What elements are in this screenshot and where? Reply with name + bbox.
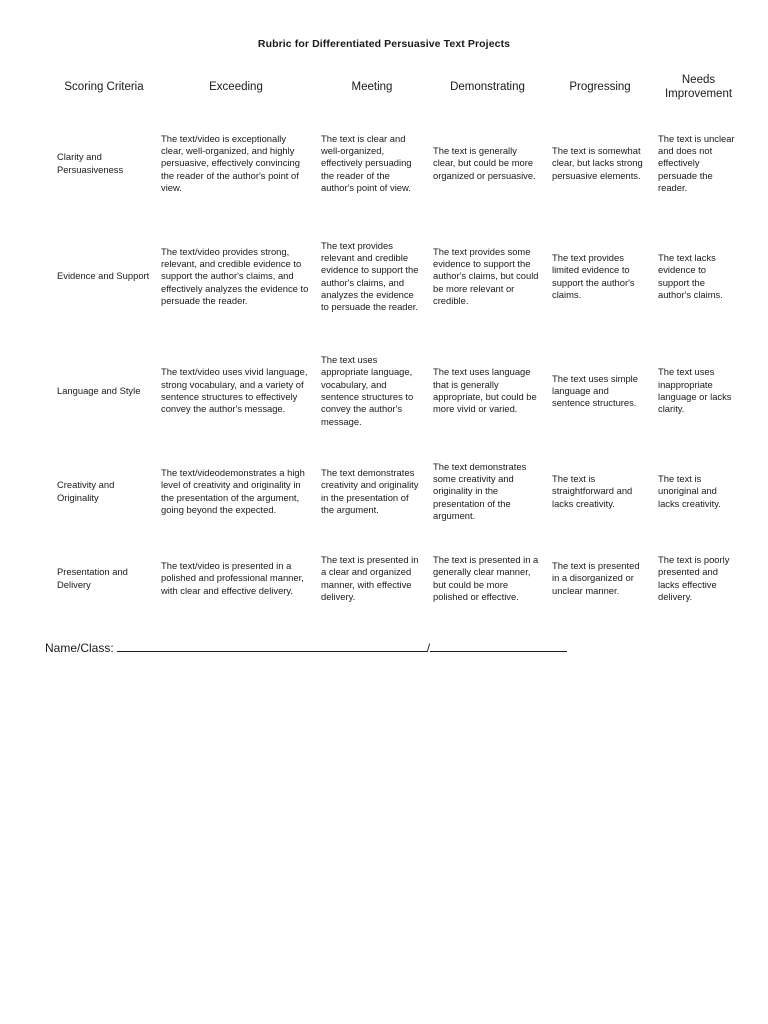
progressing-cell: The text is presented in a disorganized or unclear manner. — [552, 560, 640, 596]
needs-improvement-cell: The text is unoriginal and lacks creativity. — [658, 473, 721, 509]
name-class-line — [45, 640, 567, 655]
criteria-cell: Clarity and Persuasiveness — [57, 151, 124, 175]
name-class-separator: / — [426, 641, 431, 655]
exceeding-cell: The text/videodemonstrates a high level of creativity and originality in the presentation of the argument, going beyond the expected. — [161, 466, 305, 515]
header-row — [52, 66, 744, 108]
meeting-cell: The text provides relevant and credible evidence to support the author's claims, and analyzes the evidence to persuade the reader. — [321, 239, 419, 313]
meeting-cell: The text uses appropriate language, vocabulary, and sentence structures to convey the author's message. — [321, 354, 414, 427]
demonstrating-cell: The text provides some evidence to support the author's claims, but could be more relevant or credible. — [433, 245, 539, 306]
progressing-cell: The text uses simple language and sentence structures. — [552, 372, 638, 409]
meeting-cell: The text demonstrates creativity and originality in the presentation of the argument. — [321, 466, 419, 515]
needs-improvement-cell: The text is unclear and does not effectively persuade the reader. — [658, 132, 735, 193]
table-row — [52, 108, 744, 219]
exceeding-cell: The text/video is exceptionally clear, well-organized, and highly persuasive, effectively convincing the reader of the author's point of view. — [161, 132, 300, 193]
table-row — [52, 219, 744, 334]
meeting-cell: The text is presented in a clear and organized manner, with effective delivery. — [321, 553, 419, 602]
header-demonstrating: Demonstrating — [450, 81, 525, 93]
criteria-cell: Language and Style — [57, 384, 141, 396]
table-row — [52, 535, 744, 622]
criteria-cell: Creativity and Originality — [57, 479, 115, 503]
name-blank[interactable] — [117, 640, 427, 652]
exceeding-cell: The text/video provides strong, relevant, and credible evidence to support the author's claims, and effectively analyzes the evidence to persuade the reader. — [161, 245, 309, 306]
header-progressing: Progressing — [569, 81, 631, 93]
page-title: Rubric for Differentiated Persuasive Text Projects — [257, 38, 511, 50]
progressing-cell: The text is straightforward and lacks creativity. — [552, 473, 633, 509]
needs-improvement-cell: The text is poorly presented and lacks effective delivery. — [658, 553, 730, 602]
criteria-cell: Evidence and Support — [57, 270, 150, 282]
progressing-cell: The text is somewhat clear, but lacks strong persuasive elements. — [552, 145, 643, 181]
table-row — [52, 334, 744, 448]
progressing-cell: The text provides limited evidence to support the author's claims. — [552, 251, 635, 300]
demonstrating-cell: The text is presented in a generally clear manner, but could be more polished or effective. — [433, 553, 539, 602]
needs-improvement-cell: The text lacks evidence to support the author's claims. — [658, 251, 723, 300]
needs-improvement-cell: The text uses inappropriate language or lacks clarity. — [658, 366, 732, 415]
table-row — [52, 448, 744, 535]
rubric-table — [52, 66, 744, 622]
exceeding-cell: The text/video is presented in a polished and professional manner, with clear and effective delivery. — [161, 560, 304, 596]
class-blank[interactable] — [430, 640, 567, 652]
demonstrating-cell: The text demonstrates some creativity and originality in the presentation of the argument. — [433, 460, 527, 521]
exceeding-cell: The text/video uses vivid language, strong vocabulary, and a variety of sentence structures to effectively convey the author's message. — [161, 366, 308, 415]
name-class-label: Name/Class: — [45, 641, 114, 655]
header-scoring-criteria: Scoring Criteria — [64, 81, 144, 93]
header-needs-improvement: Needs Improvement — [664, 74, 733, 100]
criteria-cell: Presentation and Delivery — [57, 566, 128, 590]
header-exceeding: Exceeding — [209, 81, 263, 93]
header-meeting: Meeting — [351, 81, 393, 93]
demonstrating-cell: The text is generally clear, but could be more organized or persuasive. — [433, 145, 536, 181]
meeting-cell: The text is clear and well-organized, effectively persuading the reader of the author's point of view. — [321, 132, 412, 193]
demonstrating-cell: The text uses language that is generally appropriate, but could be more vivid or varied. — [433, 366, 537, 415]
